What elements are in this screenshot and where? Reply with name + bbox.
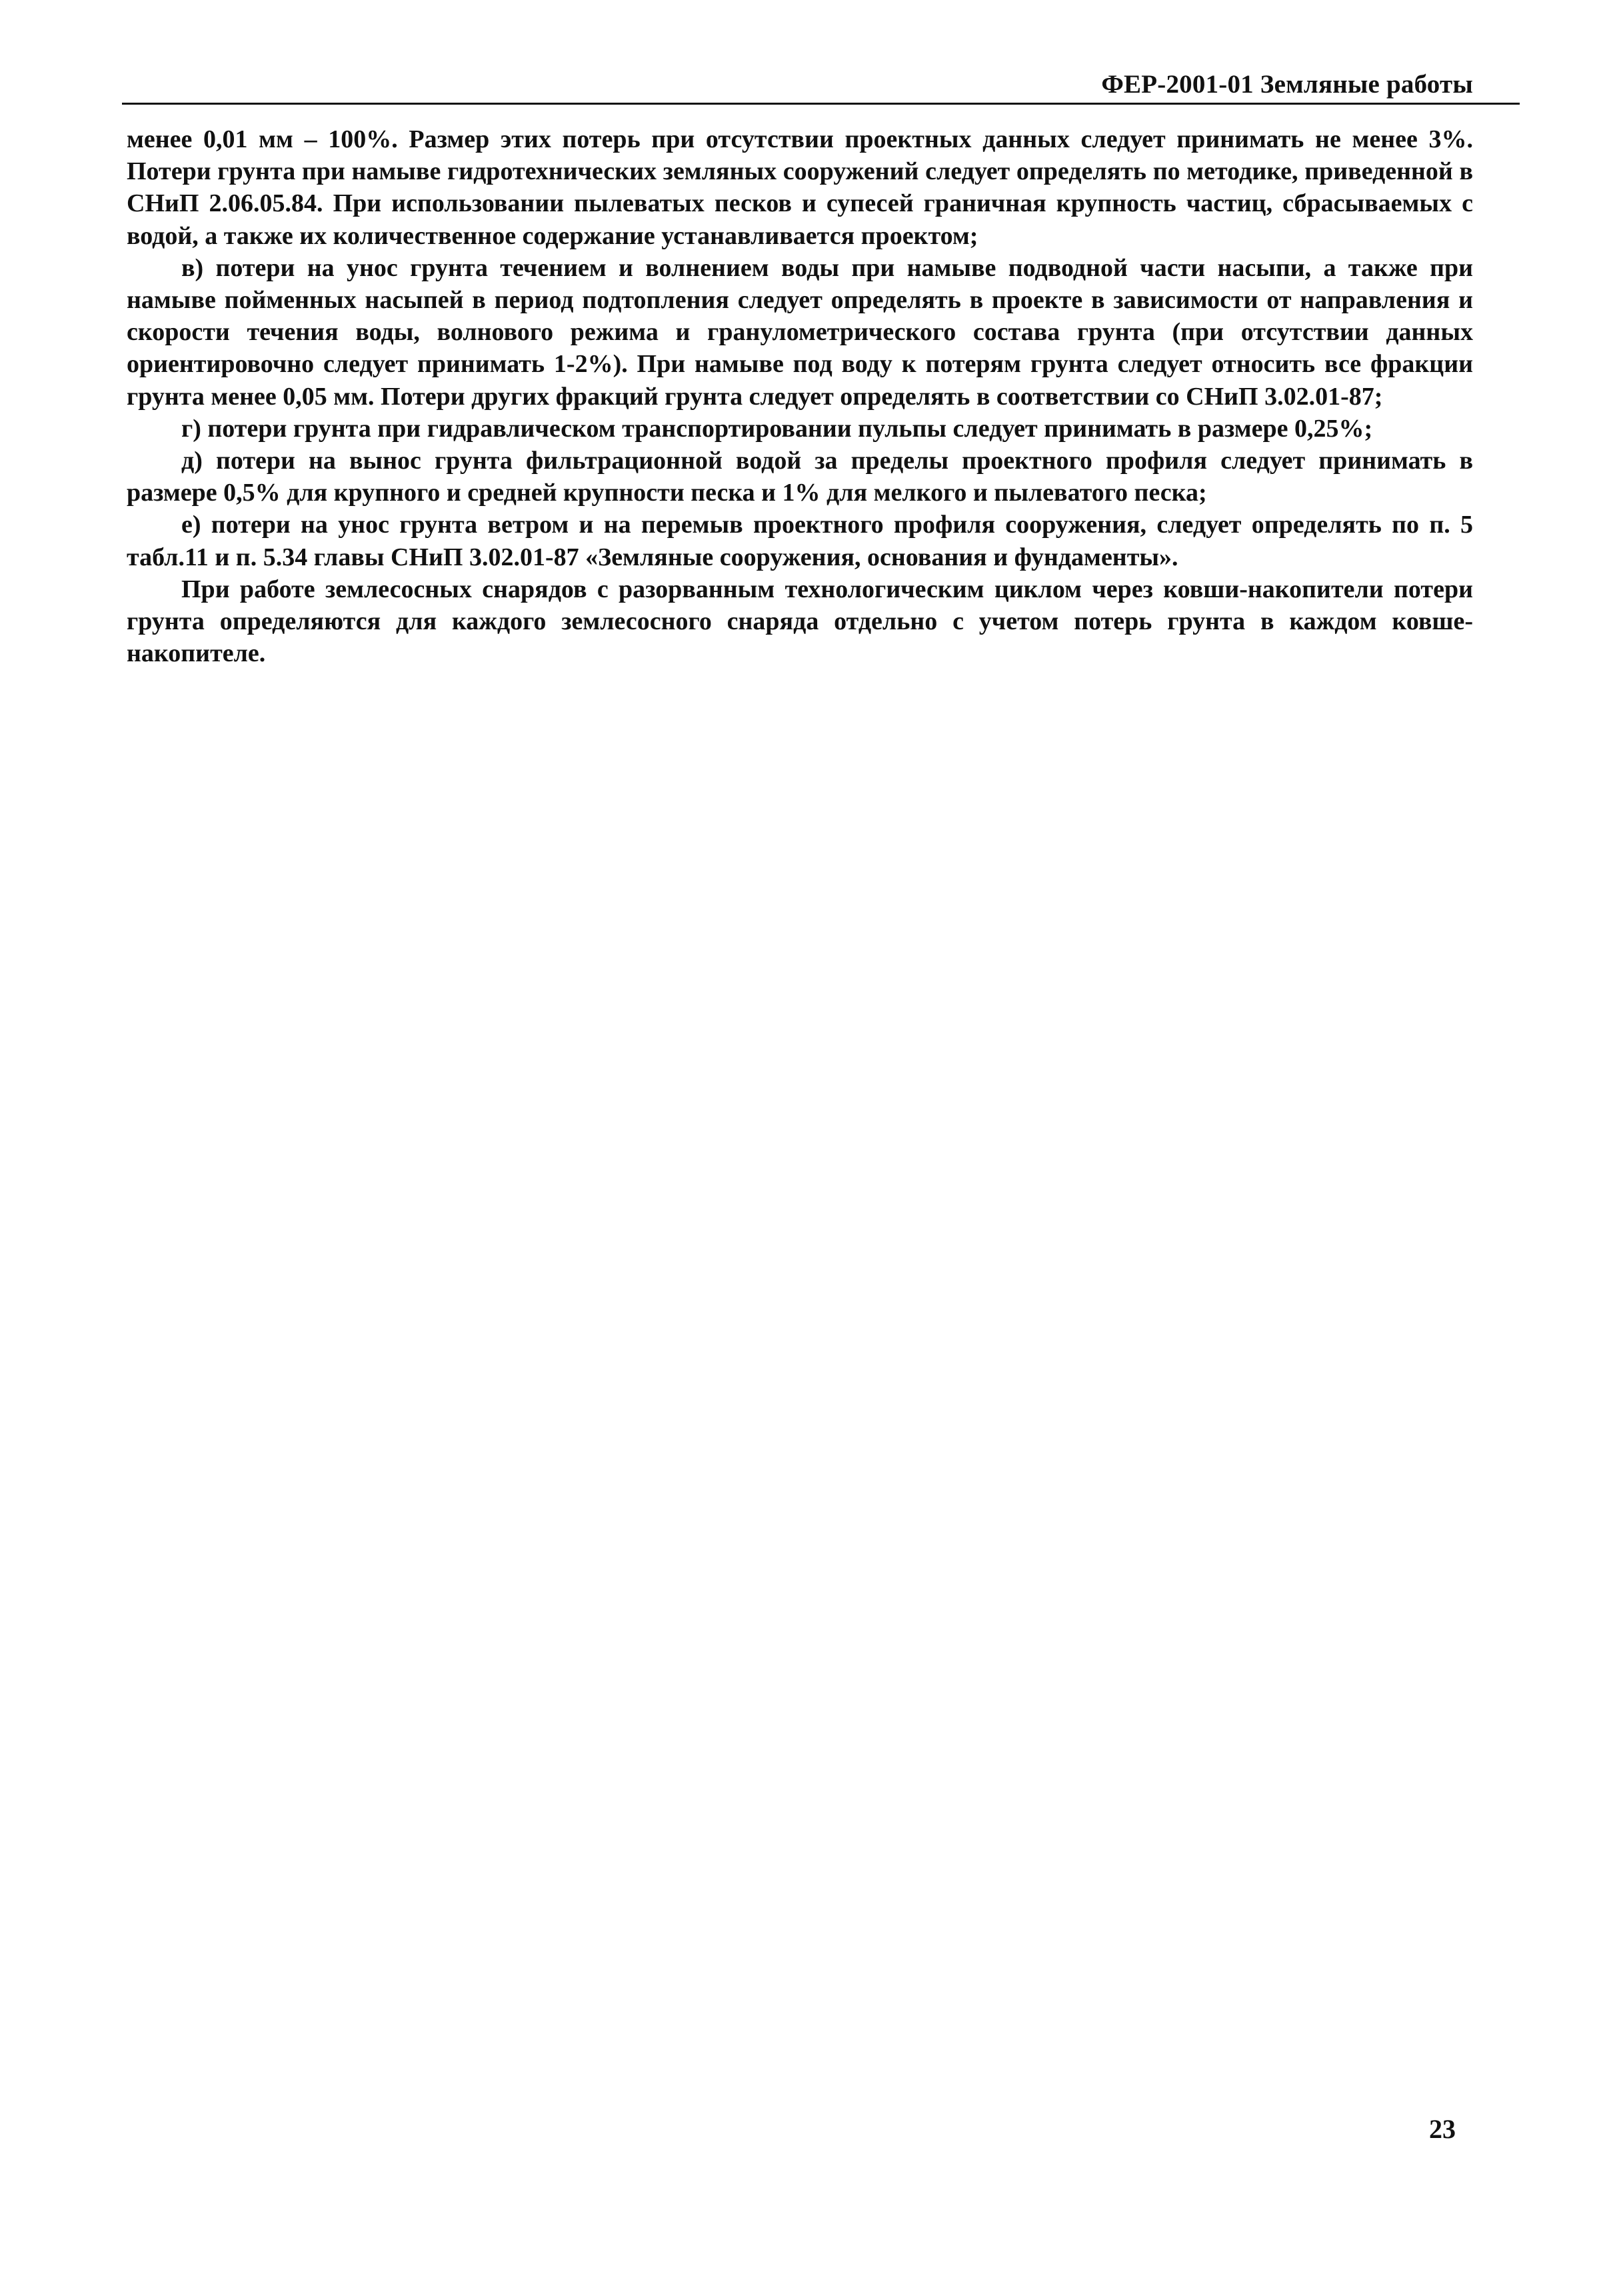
paragraph-loss-size: менее 0,01 мм – 100%. Размер этих потерь при отсутствии проектных данных следует принимать не менее 3%. Потери грунта при намыве гидротехнических земляных сооружений следует определять по методике, приведенной в СНиП 2.06.05.84. При использовании пылеватых песков и супесей граничная крупность частиц, сбрасываемых с водой, а также их количественное содержание устанавливается проектом; <box>127 125 1473 250</box>
page-number: 23 <box>1429 2114 1456 2144</box>
running-header <box>122 67 1520 105</box>
paragraph-item-e: е) потери на унос грунта ветром и на перемыв проектного профиля сооружения, следует определять по п. 5 табл.11 и п. 5.34 главы СНиП 3.02.01-87 «Земляные сооружения, основания и фундаменты». <box>127 511 1473 571</box>
paragraph-item-g: г) потери грунта при гидравлическом транспортировании пульпы следует принимать в размере 0,25%; <box>181 414 1373 443</box>
paragraph-item-d: д) потери на вынос грунта фильтрационной водой за пределы проектного профиля следует принимать в размере 0,5% для крупного и средней крупности песка и 1% для мелкого и пылеватого песка; <box>127 447 1473 507</box>
body-text <box>127 123 1473 669</box>
paragraph-dredger-losses: При работе землесосных снарядов с разорванным технологическим циклом через ковши-накопители потери грунта определяются для каждого землесосного снаряда отдельно с учетом потерь грунта в каждом ковше-накопителе. <box>127 575 1473 668</box>
paragraph-item-v: в) потери на унос грунта течением и волнением воды при намыве подводной части насыпи, а также при намыве пойменных насыпей в период подтопления следует определять в проекте в зависимости от направления и скорости течения воды, волнового режима и гранулометрического состава грунта (при отсутствии данных ориентировочно следует принимать 1-2%). При намыве под воду к потерям грунта следует относить все фракции грунта менее 0,05 мм. Потери других фракций грунта следует определять в соответствии со СНиП 3.02.01-87; <box>127 253 1473 411</box>
running-header-title: ФЕР-2001-01 Земляные работы <box>1101 70 1473 99</box>
